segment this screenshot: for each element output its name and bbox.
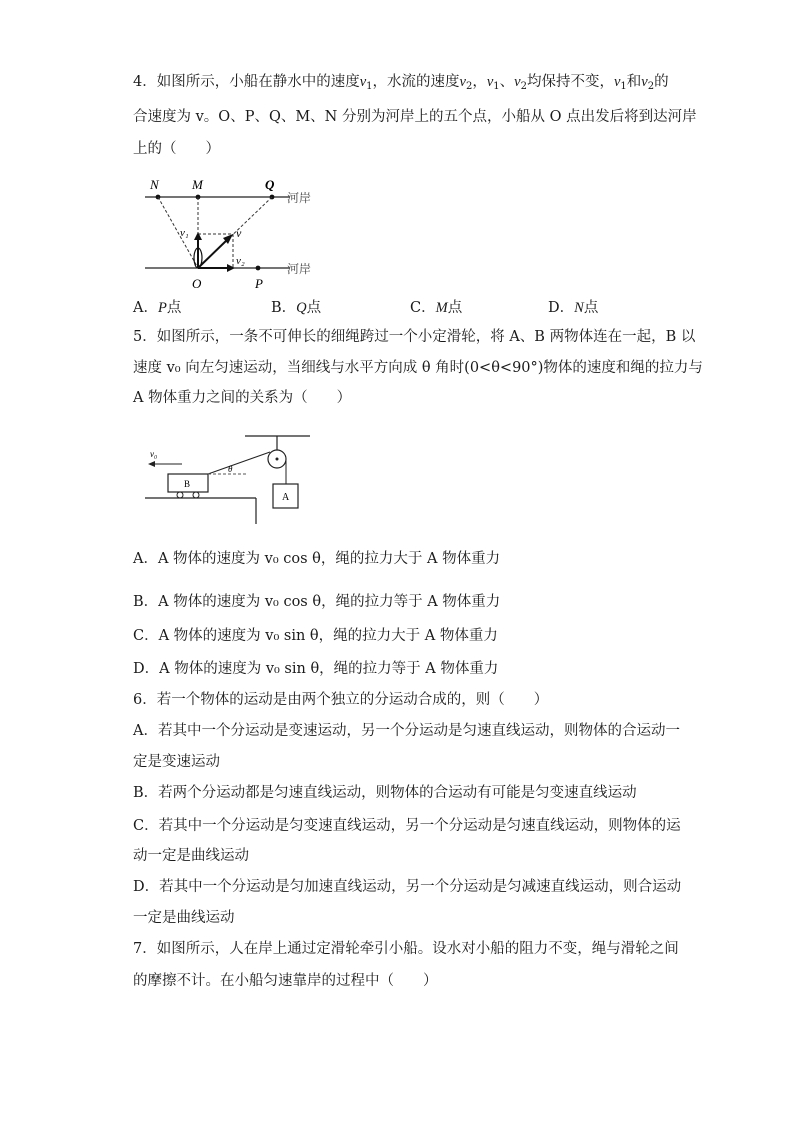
q6-option-b[interactable]: B．若两个分运动都是匀速直线运动，则物体的合运动有可能是匀变速直线运动 — [133, 785, 637, 801]
label-M: M — [192, 177, 203, 192]
q6-option-c-line1[interactable]: C．若其中一个分运动是匀变速直线运动，另一个分运动是匀速直线运动，则物体的运 — [133, 818, 681, 834]
q4-stem-line1: 4．如图所示，小船在静水中的速度$v_1$，水流的速度$v_2$，$v_1$、$v_2$均保持不变，$v_1$和$v_2$的 — [133, 74, 669, 92]
q4-option-c[interactable]: C．M点 — [410, 300, 463, 316]
label-O: O — [192, 276, 202, 291]
q4-option-b[interactable]: B．Q点 — [271, 300, 322, 316]
label-v0: v₀ — [150, 449, 158, 459]
label-A: A — [282, 492, 290, 503]
label-v1: v₁ — [180, 227, 189, 239]
q4-stem-line2: 合速度为 v。O、P、Q、M、N 分别为河岸上的五个点，小船从 O 点出发后将到达河岸 — [133, 109, 697, 125]
label-P: P — [255, 276, 263, 291]
label-v2: v₂ — [236, 255, 245, 267]
q6-option-a-line1[interactable]: A．若其中一个分运动是变速运动，另一个分运动是匀速直线运动，则物体的合运动一 — [133, 723, 680, 739]
q7-stem-line1: 7．如图所示，人在岸上通过定滑轮牵引小船。设水对小船的阻力不变，绳与滑轮之间 — [133, 941, 679, 957]
q4-option-d[interactable]: D．N点 — [548, 300, 599, 316]
label-Q: Q — [265, 177, 275, 192]
label-B: B — [184, 479, 191, 489]
label-v: v — [236, 226, 242, 240]
q5-option-d[interactable]: D．A 物体的速度为 v₀ sin θ，绳的拉力等于 A 物体重力 — [133, 661, 499, 677]
q6-option-c-line2[interactable]: 动一定是曲线运动 — [133, 848, 249, 864]
label-N: N — [150, 177, 159, 192]
q5-stem-line3: A 物体重力之间的关系为（ ） — [133, 390, 352, 406]
q6-stem: 6．若一个物体的运动是由两个独立的分运动合成的，则（ ） — [133, 692, 549, 708]
label-theta: θ — [228, 464, 233, 474]
q6-option-d-line1[interactable]: D．若其中一个分运动是匀加速直线运动，另一个分运动是匀减速直线运动，则合运动 — [133, 879, 682, 895]
q5-option-b[interactable]: B．A 物体的速度为 v₀ cos θ，绳的拉力等于 A 物体重力 — [133, 594, 501, 610]
q5-option-a[interactable]: A．A 物体的速度为 v₀ cos θ，绳的拉力大于 A 物体重力 — [133, 551, 501, 567]
bank-bottom-label: 河岸 — [287, 262, 312, 276]
q5-stem-line2: 速度 v₀ 向左匀速运动，当细线与水平方向成 θ 角时(0<θ<90°)物体的速度和绳的拉力与 — [133, 360, 703, 376]
q4-stem-line3: 上的（ ） — [133, 141, 220, 157]
q7-stem-line2: 的摩擦不计。在小船匀速靠岸的过程中（ ） — [133, 973, 438, 989]
bank-top-label: 河岸 — [287, 191, 312, 205]
q4-option-a[interactable]: A．P点 — [133, 300, 182, 316]
q4-river-figure — [140, 172, 330, 294]
q5-stem-line1: 5．如图所示，一条不可伸长的细绳跨过一个小定滑轮，将 A、B 两物体连在一起，B 以 — [133, 329, 696, 345]
q5-option-c[interactable]: C．A 物体的速度为 v₀ sin θ，绳的拉力大于 A 物体重力 — [133, 628, 498, 644]
q6-option-a-line2[interactable]: 定是变速运动 — [133, 754, 220, 770]
q5-pulley-figure — [140, 428, 320, 528]
q6-option-d-line2[interactable]: 一定是曲线运动 — [133, 910, 235, 926]
